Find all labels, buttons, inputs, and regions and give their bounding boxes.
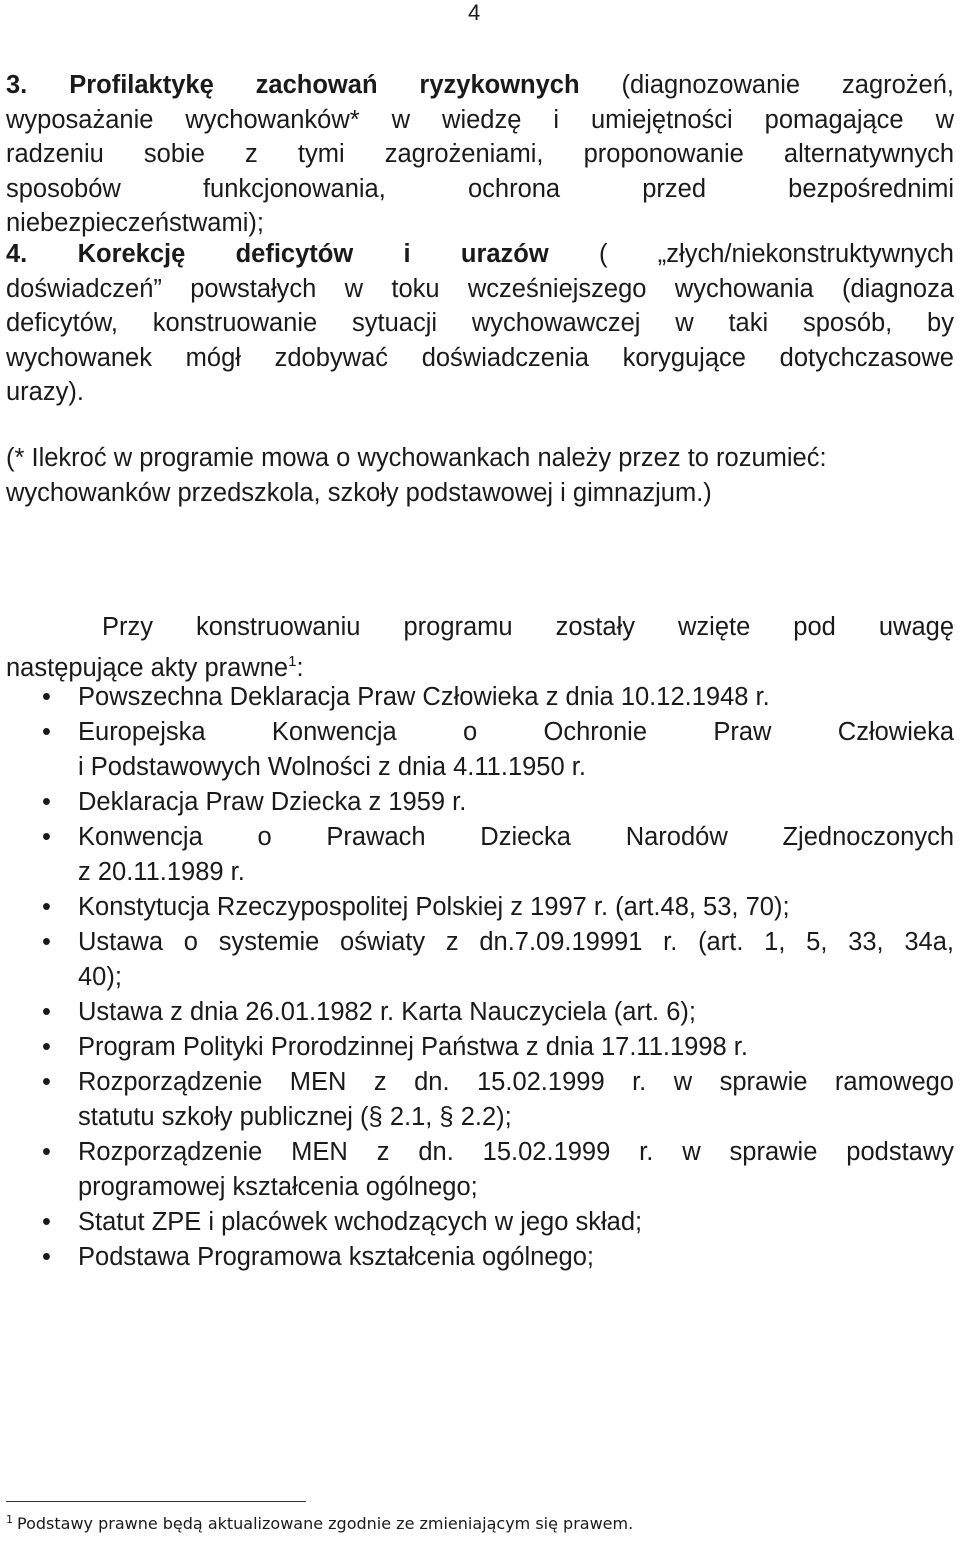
item-3-line-3: radzeniu sobie z tymi zagrożeniami, proponowanie alternatywnych (6, 140, 954, 168)
bullet-icon: • (42, 683, 51, 711)
page-number: 4 (468, 0, 481, 25)
section-item-4 (6, 237, 954, 410)
list-item: • Deklaracja Praw Dziecka z 1959 r. (6, 785, 954, 820)
note-line-1: (* Ilekroć w programie mowa o wychowankach należy przez to rozumieć: (6, 444, 827, 472)
bullet-icon: • (42, 718, 51, 746)
item-3-line-1: 3. Profilaktykę zachowań ryzykownych (diagnozowanie zagrożeń, (6, 71, 954, 99)
note-line-2: wychowanków przedszkola, szkoły podstawowej i gimnazjum.) (6, 478, 712, 507)
legal-acts-list (6, 680, 954, 1275)
list-item: • Konwencja o Prawach Dziecka Narodów Zjednoczonych z 20.11.1989 r. (6, 820, 954, 890)
intro-line-1: Przy konstruowaniu programu zostały wzięte pod uwagę (102, 613, 954, 641)
list-item: • Powszechna Deklaracja Praw Człowieka z dnia 10.12.1948 r. (6, 680, 954, 715)
bullet-icon: • (42, 1208, 51, 1236)
legal-intro (6, 610, 954, 685)
list-item: • Ustawa z dnia 26.01.1982 r. Karta Nauczyciela (art. 6); (6, 995, 954, 1030)
footnote-separator (6, 1501, 306, 1502)
item-4-line-3: deficytów, konstruowanie sytuacji wychowawczej w taki sposób, by (6, 309, 954, 337)
intro-line-2: następujące akty prawne$^1$: (6, 652, 304, 682)
footnote-marker: 1 (6, 1513, 13, 1526)
bullet-icon: • (42, 788, 51, 816)
bullet-icon: • (42, 1068, 51, 1096)
section-item-3 (6, 68, 954, 241)
item-3-line-4: sposobów funkcjonowania, ochrona przed bezpośrednimi (6, 174, 954, 203)
item-4-line-1: 4. Korekcję deficytów i urazów ( „złych/niekonstruktywnych (6, 240, 954, 268)
list-item: • Konstytucja Rzeczypospolitej Polskiej z 1997 r. (art.48, 53, 70); (6, 890, 954, 925)
footnote-text: Podstawy prawne będą aktualizowane zgodnie ze zmieniającym się prawem. (17, 1514, 634, 1533)
item-4-line-4: wychowanek mógł zdobywać doświadczenia korygujące dotychczasowe (6, 343, 954, 372)
footnote-ref: 1 (288, 652, 297, 670)
list-item: • Statut ZPE i placówek wchodzących w jego skład; (6, 1205, 954, 1240)
bullet-icon: • (42, 823, 51, 851)
list-item: • Podstawa Programowa kształcenia ogólnego; (6, 1240, 954, 1275)
item-4-line-2: doświadczeń” powstałych w toku wcześniejszego wychowania (diagnoza (6, 274, 954, 303)
item-4-line-5: urazy). (6, 378, 84, 406)
footnote (6, 1513, 633, 1533)
list-item: • Rozporządzenie MEN z dn. 15.02.1999 r. w sprawie ramowego statutu szkoły publicznej (§ 2.1, § 2.2); (6, 1065, 954, 1135)
bullet-icon: • (42, 1243, 51, 1271)
bullet-icon: • (42, 1138, 51, 1166)
bullet-icon: • (42, 893, 51, 921)
bullet-icon: • (42, 998, 51, 1026)
item-3-heading: 3. Profilaktykę zachowań ryzykownych (6, 71, 580, 99)
bullet-icon: • (42, 1033, 51, 1061)
list-item: • Program Polityki Prorodzinnej Państwa z dnia 17.11.1998 r. (6, 1030, 954, 1065)
bullet-icon: • (42, 928, 51, 956)
item-3-line-2: wyposażanie wychowanków* w wiedzę i umiejętności pomagające w (6, 105, 954, 134)
list-item: • Rozporządzenie MEN z dn. 15.02.1999 r. w sprawie podstawy programowej kształcenia ogólnego; (6, 1135, 954, 1205)
list-item: • Ustawa o systemie oświaty z dn.7.09.19991 r. (art. 1, 5, 33, 34a, 40); (6, 925, 954, 995)
item-4-heading: 4. Korekcję deficytów i urazów (6, 240, 549, 268)
item-3-line-5: niebezpieczeństwami); (6, 209, 264, 237)
list-item: • Europejska Konwencja o Ochronie Praw Człowieka i Podstawowych Wolności z dnia 4.11.1950 r. (6, 715, 954, 785)
note-paragraph (6, 441, 954, 510)
